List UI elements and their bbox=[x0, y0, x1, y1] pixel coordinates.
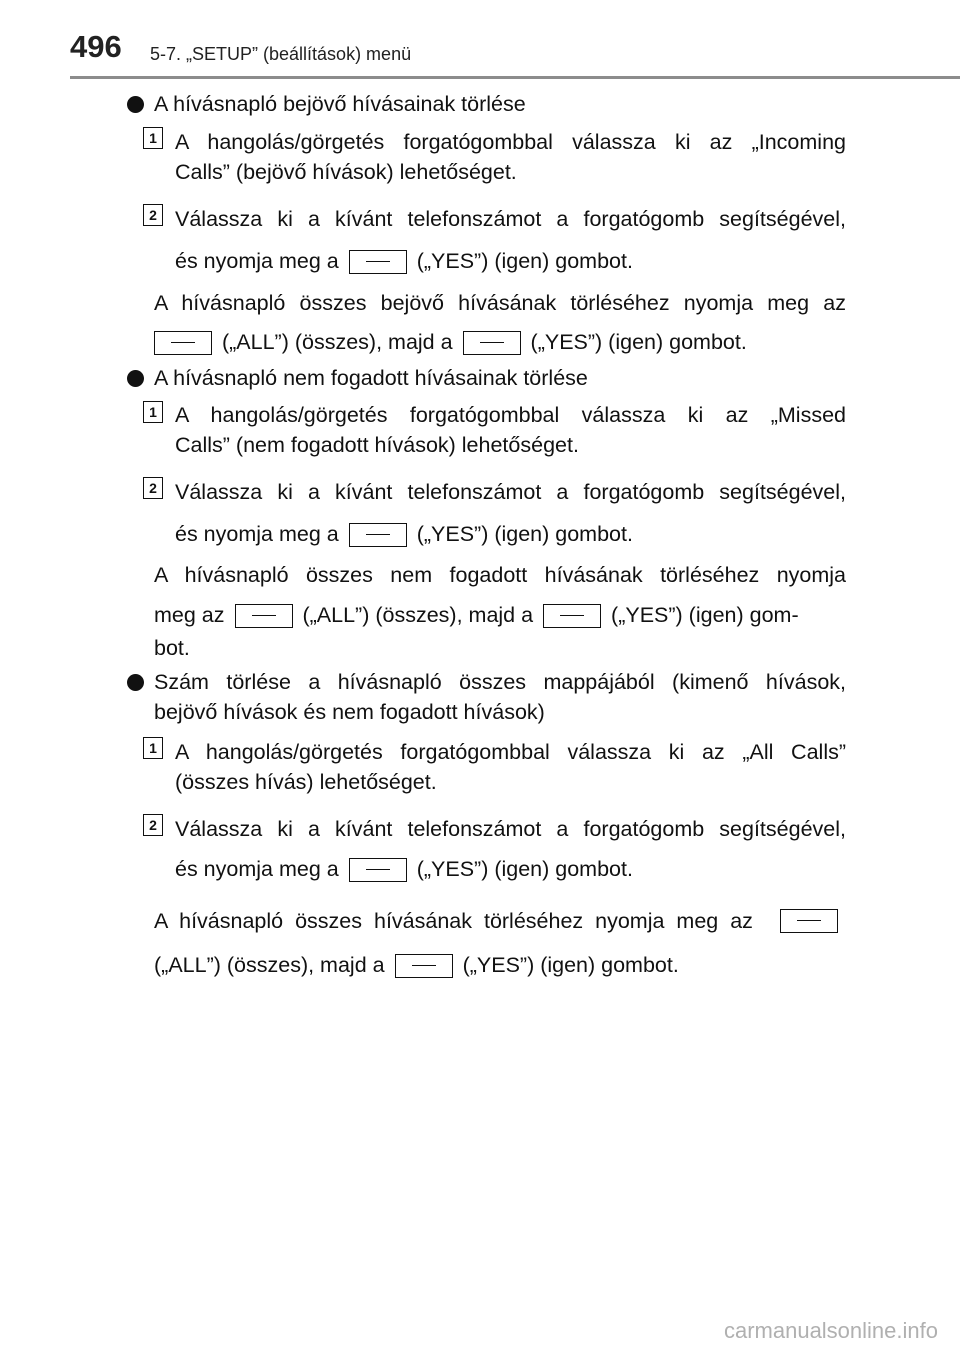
section-heading: bejövő hívások és nem fogadott hívások) bbox=[154, 700, 545, 724]
note-text: meg az bbox=[154, 603, 225, 627]
all-button-icon bbox=[235, 604, 293, 628]
note-text: („ALL”) (összes), majd a bbox=[221, 330, 453, 354]
all-button-icon bbox=[154, 331, 212, 355]
step-number-badge: 1 bbox=[143, 737, 163, 759]
yes-button-icon bbox=[463, 331, 521, 355]
step-text: (összes hívás) lehetőséget. bbox=[175, 770, 437, 794]
section-heading: A hívásnapló nem fogadott hívásainak törlése bbox=[154, 366, 588, 390]
note-text: A hívásnapló összes bejövő hívásának törléséhez nyomja meg az bbox=[154, 291, 846, 315]
section-heading: Szám törlése a hívásnapló összes mappájából (kimenő hívások, bbox=[154, 670, 846, 694]
page-number: 496 bbox=[70, 29, 122, 64]
note-text: („YES”) (igen) gombot. bbox=[530, 330, 747, 354]
yes-button-icon bbox=[349, 858, 407, 882]
yes-button-icon bbox=[543, 604, 601, 628]
step-number-badge: 2 bbox=[143, 204, 163, 226]
note-text-line bbox=[154, 951, 846, 979]
step-text: A hangolás/görgetés forgatógombbal válassza ki az „Missed bbox=[175, 403, 846, 427]
step-text: és nyomja meg a bbox=[175, 249, 339, 273]
step-text: és nyomja meg a bbox=[175, 522, 339, 546]
step-text-line bbox=[175, 520, 846, 548]
watermark: carmanualsonline.info bbox=[723, 1318, 938, 1343]
yes-button-icon bbox=[349, 250, 407, 274]
step-number-badge: 1 bbox=[143, 127, 163, 149]
note-text: A hívásnapló összes nem fogadott hívásának törléséhez nyomja bbox=[154, 563, 846, 587]
bullet-icon bbox=[127, 96, 144, 113]
step-text: Calls” (nem fogadott hívások) lehetőséget. bbox=[175, 433, 579, 457]
step-text: („YES”) (igen) gombot. bbox=[416, 857, 633, 881]
bullet-icon bbox=[127, 370, 144, 387]
yes-button-icon bbox=[395, 954, 453, 978]
note-text-line bbox=[154, 907, 846, 935]
step-text: Calls” (bejövő hívások) lehetőséget. bbox=[175, 160, 517, 184]
note-text-line bbox=[154, 328, 846, 356]
note-text: („ALL”) (összes), majd a bbox=[154, 953, 385, 977]
note-text: („YES”) (igen) gom- bbox=[611, 603, 799, 627]
note-text: A hívásnapló összes hívásának törléséhez nyomja meg az bbox=[154, 909, 753, 933]
step-text: A hangolás/görgetés forgatógombbal válassza ki az „All Calls” bbox=[175, 740, 846, 764]
step-number-badge: 2 bbox=[143, 814, 163, 836]
step-text: („YES”) (igen) gombot. bbox=[416, 249, 633, 273]
all-button-icon bbox=[780, 909, 838, 933]
step-text: Válassza ki a kívánt telefonszámot a forgatógomb segítségével, bbox=[175, 817, 846, 841]
step-text: („YES”) (igen) gombot. bbox=[416, 522, 633, 546]
step-text-line bbox=[175, 247, 846, 275]
note-text: bot. bbox=[154, 636, 190, 660]
page-header bbox=[0, 0, 960, 80]
note-text-line bbox=[154, 601, 846, 629]
step-number-badge: 2 bbox=[143, 477, 163, 499]
section-title: 5-7. „SETUP” (beállítások) menü bbox=[150, 44, 412, 64]
step-text: Válassza ki a kívánt telefonszámot a forgatógomb segítségével, bbox=[175, 480, 846, 504]
step-text-line bbox=[175, 855, 846, 883]
step-number-badge: 1 bbox=[143, 401, 163, 423]
note-text: („ALL”) (összes), majd a bbox=[302, 603, 534, 627]
header-divider bbox=[70, 76, 960, 79]
step-text: Válassza ki a kívánt telefonszámot a forgatógomb segítségével, bbox=[175, 207, 846, 231]
bullet-icon bbox=[127, 674, 144, 691]
step-text: és nyomja meg a bbox=[175, 857, 339, 881]
step-text: A hangolás/görgetés forgatógombbal válassza ki az „Incoming bbox=[175, 130, 846, 154]
note-text: („YES”) (igen) gombot. bbox=[462, 953, 679, 977]
section-heading: A hívásnapló bejövő hívásainak törlése bbox=[154, 92, 526, 116]
yes-button-icon bbox=[349, 523, 407, 547]
